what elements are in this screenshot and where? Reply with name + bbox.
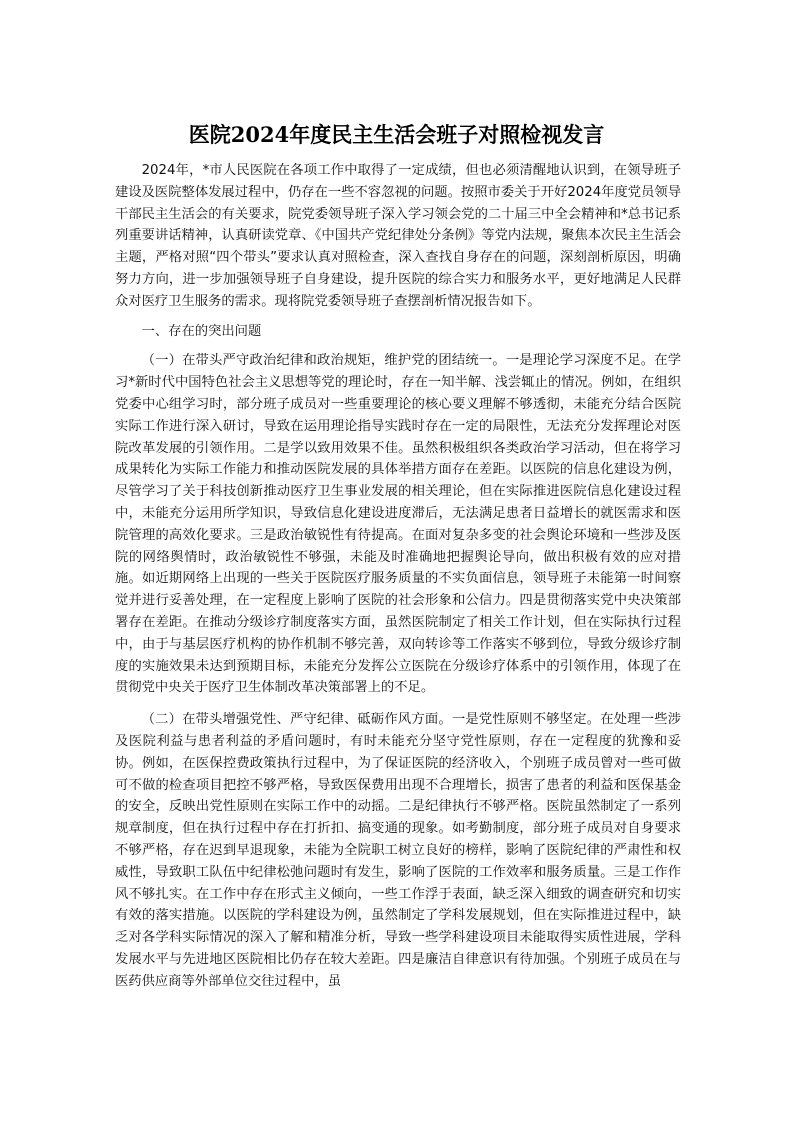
paragraph-1: （一）在带头严守政治纪律和政治规矩，维护党的团结统一。一是理论学习深度不足。在学习*新时代中国特色社会主义思想等党的理论时，存在一知半解、浅尝辄止的情况。例如，在组织党委中心组学习时，部分班子成员对一些重要理论的核心要义理解不够透彻，未能充分结合医院实际工作进行深入研讨，导致在运用理论指导实践时存在一定的局限性，无法充分发挥理论对医院改革发展的引领作用。二是学以致用效果不佳。虽然积极组织各类政治学习活动，但在将学习成果转化为实际工作能力和推动医院发展的具体举措方面存在差距。以医院的信息化建设为例，尽管学习了关于科技创新推动医疗卫生事业发展的相关理论，但在实际推进医院信息化建设过程中，未能充分运用所学知识，导致信息化建设进度滞后，无法满足患者日益增长的就医需求和医院管理的高效化要求。三是政治敏锐性有待提高。在面对复杂多变的社会舆论环境和一些涉及医院的网络舆情时，政治敏锐性不够强，未能及时准确地把握舆论导向，做出积极有效的应对措施。如近期网络上出现的一些关于医院医疗服务质量的不实负面信息，领导班子未能第一时间察觉并进行妥善处理，在一定程度上影响了医院的社会形象和公信力。四是贯彻落实党中央决策部署存在差距。在推动分级诊疗制度落实方面，虽然医院制定了相关工作计划，但在实际执行过程中，由于与基层医疗机构的协作机制不够完善，双向转诊等工作落实不够到位，导致分级诊疗制度的实施效果未达到预期目标，未能充分发挥公立医院在分级诊疗体系中的引领作用，体现了在贯彻党中央关于医疗卫生体制改革决策部署上的不足。 <box>115 353 681 696</box>
intro-paragraph: 2024年，*市人民医院在各项工作中取得了一定成绩，但也必须清醒地认识到，在领导班子建设及医院整体发展过程中，仍存在一些不容忽视的问题。按照市委关于开好2024年度党员领导干部民主生活会的有关要求，院党委领导班子深入学习领会党的二十届三中全会精神和*总书记系列重要讲话精神，认真研读党章、《中国共产党纪律处分条例》等党内法规，聚焦本次民主生活会主题，严格对照“四个带头”要求认真对照检查，深入查找自身存在的问题，深刻剖析原因，明确努力方向，进一步加强领导班子自身建设，提升医院的综合实力和服务水平，更好地满足人民群众对医疗卫生服务的需求。现将院党委领导班子查摆剖析情况报告如下。 <box>115 163 681 309</box>
document-title: 医院2024年度民主生活会班子对照检视发言 <box>188 122 605 147</box>
paragraph-2: （二）在带头增强党性、严守纪律、砥砺作风方面。一是党性原则不够坚定。在处理一些涉及医院利益与患者利益的矛盾问题时，有时未能充分坚守党性原则，存在一定程度的犹豫和妥协。例如，在医保控费政策执行过程中，为了保证医院的经济收入，个别班子成员曾对一些可做可不做的检查项目把控不够严格，导致医保费用出现不合理增长，损害了患者的利益和医保基金的安全，反映出党性原则在实际工作中的动摇。二是纪律执行不够严格。医院虽然制定了一系列规章制度，但在执行过程中存在打折扣、搞变通的现象。如考勤制度，部分班子成员对自身要求不够严格，存在迟到早退现象，未能为全院职工树立良好的榜样，影响了医院纪律的严肃性和权威性，导致职工队伍中纪律松弛问题时有发生，影响了医院的工作效率和服务质量。三是工作作风不够扎实。在工作中存在形式主义倾向，一些工作浮于表面，缺乏深入细致的调查研究和切实有效的落实措施。以医院的学科建设为例，虽然制定了学科发展规划，但在实际推进过程中，缺乏对各学科实际情况的深入了解和精准分析，导致一些学科建设项目未能取得实质性进展，学科发展水平与先进地区医院相比仍存在较大差距。四是廉洁自律意识有待加强。个别班子成员在与医药供应商等外部单位交往过程中，虽 <box>115 712 681 989</box>
section-heading: 一、存在的突出问题 <box>141 323 262 339</box>
document-body <box>115 160 681 992</box>
